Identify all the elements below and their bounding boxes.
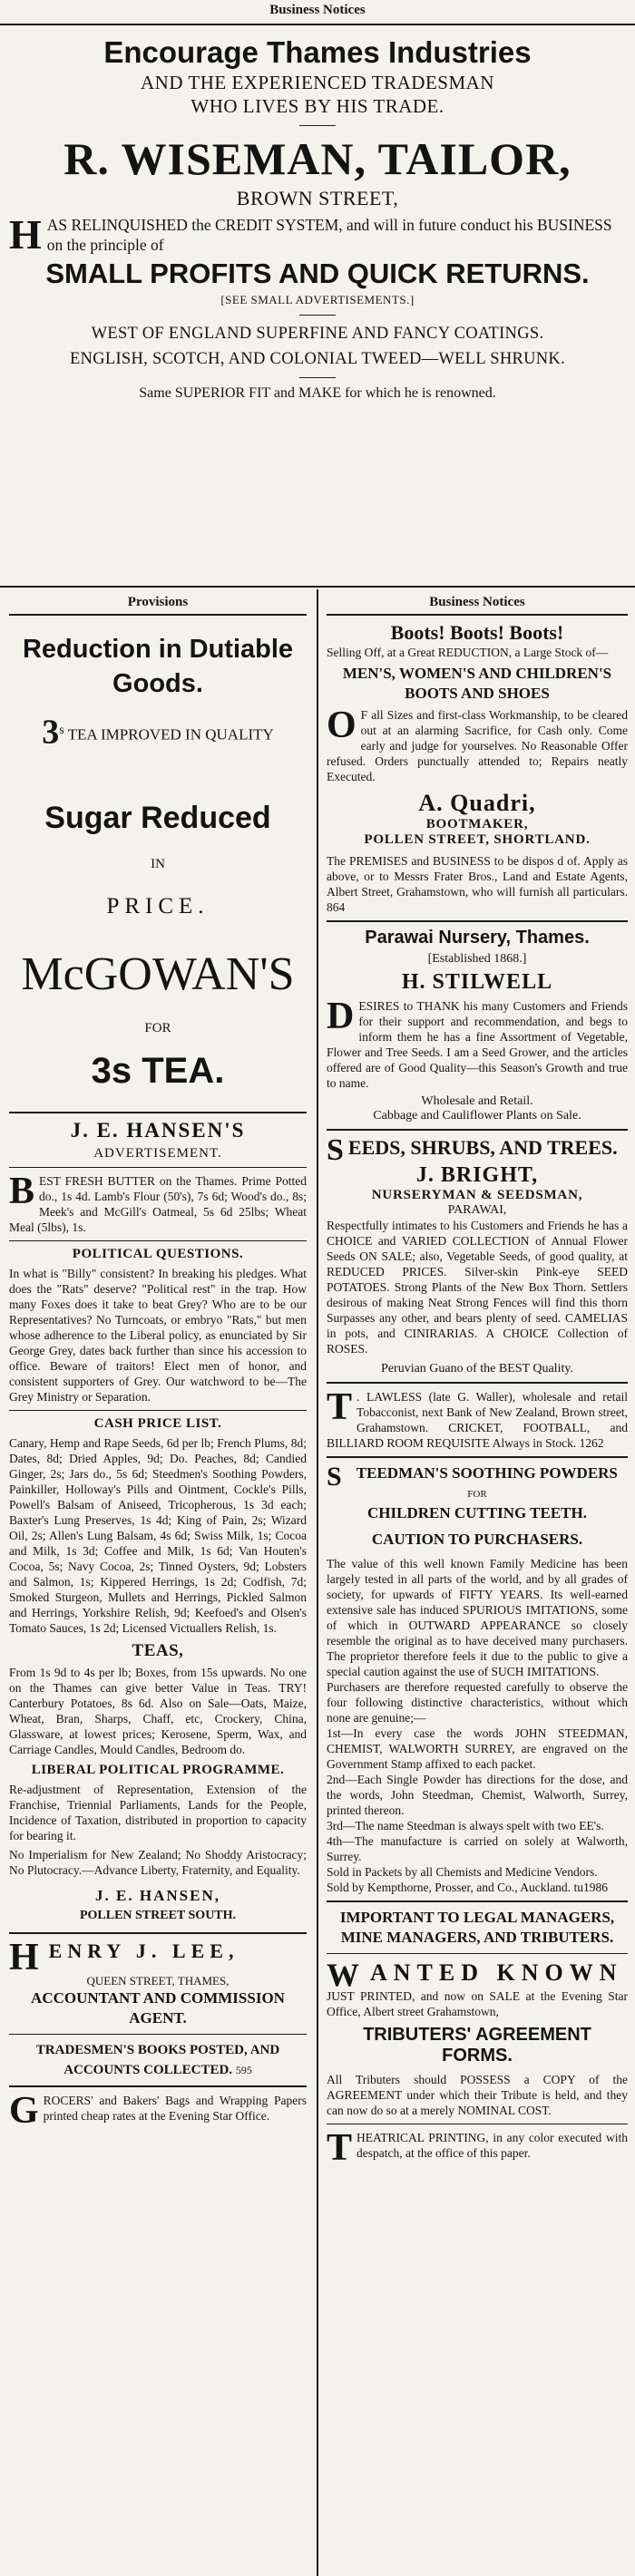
butter-text: EST FRESH BUTTER on the Thames. Prime Potted do., 1s 4d. Lamb's Flour (50's), 7s 6d; Wood's do., 8s; Meek's and McGill's Oatmeal, 5s 6d 25lbs; Wheat Meal (5lbs), 1s. [9, 1173, 307, 1234]
steedman-children: CHILDREN CUTTING TEETH. [367, 1504, 587, 1521]
rule [327, 1456, 628, 1458]
tea-quality-text: TEA IMPROVED IN QUALITY [64, 725, 274, 744]
butter-paragraph [9, 1170, 307, 1235]
rule [327, 1129, 628, 1131]
stilwell-text: ESIRES to THANK his many Customers and Friends for their support and recommendation, and begs to inform them he has a fine Assortment of Vegetable, Flower and Tree Seeds. I am a Seed Grower, and the articles offered are of Good Quality—this Season's Growth and true to name. [327, 999, 628, 1090]
quadri-address: POLLEN STREET, SHORTLAND. [364, 832, 591, 847]
tradesmen-text: TRADESMEN'S BOOKS POSTED, AND ACCOUNTS COLLECTED. [35, 2042, 280, 2077]
ornament-rule-3 [299, 377, 336, 378]
boots-category: MEN'S, WOMEN'S AND CHILDREN'S BOOTS AND SHOES [342, 665, 612, 702]
premises-body: The PREMISES and BUSINESS to be dispos d of. Apply as above, or to Messrs Frater Bros., Land and Estate Agents, Albert Street, Grahamstown, who will furnish all particulars. [327, 854, 628, 899]
shilling-sup: s [59, 723, 64, 737]
rule [327, 920, 628, 922]
caution-text: The value of this well known Family Medicine has been largely tested in all parts of the world, and by all grades of society, for upwards of FIFTY YEARS. Its well-earned extensive sale has induced SPURIOUS IMITATIONS, some of which in OUTWARD APPEARANCE so closely resemble the original as to have deceived many purchasers. The proprietor therefore feels it due to the public to give a special caution against the use of SUCH IMITATIONS. [327, 1557, 628, 1678]
caution-sold-2-text: Sold by Kempthorne, Prosser, and Co., Auckland. [327, 1881, 572, 1894]
lawless-text: . LAWLESS (late G. Waller), wholesale and retail Tobacconist, next Bank of New Zealand, Brown street, Grahamstown. CRICKET, FOOTBALL, and BILLIARD ROOM REQUISITE Always in Stock. [327, 1390, 628, 1450]
rule [9, 2085, 307, 2087]
drop-cap: H [9, 1936, 44, 1978]
ad-slogan: SMALL PROFITS AND QUICK RETURNS. [45, 258, 590, 289]
drop-cap: S [327, 1462, 342, 1492]
ad-subline: AND THE EXPERIENCED TRADESMAN [141, 72, 494, 93]
bright-role: NURSERYMAN & SEEDSMAN, [371, 1188, 583, 1202]
top-section-rule [0, 586, 635, 588]
tradesmen-number: 595 [235, 2063, 252, 2076]
premises-number: 864 [327, 900, 346, 914]
tributers-text: All Tributers should POSSESS a COPY of the AGREEMENT under which their Tribute is held, and they can now do so at a merely NOMINAL COST. [327, 2073, 628, 2117]
drop-cap: T [327, 2127, 353, 2169]
business-notices-column [319, 589, 635, 2576]
grocers-text: ROCERS' and Bakers' Bags and Wrapping Papers printed cheap rates at the Evening Star Office. [43, 2093, 307, 2123]
drop-cap: D [327, 996, 355, 1037]
coatings-line: WEST OF ENGLAND SUPERFINE AND FANCY COATINGS. [91, 325, 544, 343]
tea-quality-line [9, 713, 307, 752]
drop-cap: H [9, 211, 42, 258]
tailor-name: R. WISEMAN, TAILOR, [64, 133, 572, 184]
seeds-heading [327, 1133, 628, 1167]
caution-number: tu1986 [573, 1881, 608, 1894]
boots-headline: Boots! Boots! Boots! [390, 621, 564, 644]
quadri-role: BOOTMAKER, [425, 817, 529, 831]
important-heading: IMPORTANT TO LEGAL MANAGERS, MINE MANAGERS, AND TRIBUTERS. [339, 1909, 615, 1946]
boots-paragraph [327, 707, 628, 784]
rule [9, 1410, 307, 1411]
rule [327, 1900, 628, 1902]
ornament-rule [299, 125, 336, 126]
selling-off: Selling Off, at a Great REDUCTION, a Large Stock of— [327, 646, 609, 659]
quadri-name: A. Quadri, [418, 790, 536, 816]
tradesmen-books [9, 2040, 307, 2080]
lawless-number: 1262 [579, 1436, 604, 1450]
parawai-title: Parawai Nursery, Thames. [365, 928, 590, 948]
henry-lee-name [9, 1936, 307, 1978]
cash-text: Canary, Hemp and Rape Seeds, 6d per lb; French Plums, 8d; Dates, 8d; Dried Apples, 9d; Do. Peaches, 8d; Candied Ginger, 2s; Jars do., 5s 6d; Steedmen's Soothing Powders, Painkiller, Holloway's Pills and Ointment, Cockle's Pills, Powell's Balsam of Aniseed, Tricopherous, 1s 3d each; Baxter's Lung Preserves, 1s 4d; King of Pain, 2s; Wizard Oil, 2s; Allen's Lung Balsam, 4s 6d; Swiss Milk, 1s; Cocoa and Milk, 1s 3d; Coffee and Milk, 1s 6d; Van Houten's Cocoa, 5s; Navy Cocoa, 2s; Tinned Oysters, 9d; Lobsters and Salmon, 1s; Kippered Herrings, 1s 2d; Codfish, 7d; Smoked Sturgeon, Mullets and Herrings, Pickled Salmon and Herrings, Yorkshire Relish, 9d; Keefoed's and Olsen's Tomato Sauces, 1s 2d; Licensed Victuallers Relish, 1s. [9, 1435, 307, 1635]
rule [9, 1167, 307, 1168]
renown-line: Same SUPERIOR FIT and MAKE for which he is renowned. [139, 385, 496, 401]
stilwell-paragraph [327, 998, 628, 1091]
wholesale-line: Wholesale and Retail. [421, 1094, 533, 1108]
cash-title: CASH PRICE LIST. [93, 1415, 222, 1431]
drop-cap: W [327, 1957, 366, 1993]
rule [9, 1932, 307, 1934]
caution-text-2: Purchasers are therefore requested carefully to observe the four following distinctive characteristics, without which none are genuine;— [327, 1680, 628, 1725]
ad-headline: Encourage Thames Industries [103, 35, 532, 69]
for-word: FOR [144, 1020, 171, 1035]
wanted-text: ANTED KNOWN [370, 1959, 623, 1986]
column-divider [317, 589, 318, 2576]
wanted-heading [327, 1957, 628, 1993]
teas-text: From 1s 9d to 4s per lb; Boxes, from 15s upwards. No one on the Thames can give better Value in Teas. TRY! Canterbury Potatoes, 8s 6d. Also on Sale—Oats, Maize, Wheat, Bran, Sharps, Chaff, etc, Crockery, China, Glassware, at lowest prices; Kerosene, Sperm, Wax, and Carriage Candles, Mould Candles, Bedroom do. [9, 1665, 307, 1756]
rule [327, 1382, 628, 1384]
in-word: IN [151, 856, 165, 871]
caution-point-3: 3rd—The name Steedman is always spelt with two EE's. [327, 1819, 604, 1832]
ad-paragraph [4, 211, 631, 258]
hansen-signature: J. E. HANSEN, [95, 1886, 220, 1904]
rule [9, 2034, 307, 2035]
wiseman-advertisement [4, 25, 631, 588]
steedman-text: TEEDMAN'S SOOTHING POWDERS [356, 1464, 618, 1482]
cabbage-line: Cabbage and Cauliflower Plants on Sale. [373, 1109, 581, 1123]
business-notices-heading: Business Notices [327, 589, 628, 616]
steedman-for: FOR [467, 1489, 487, 1500]
sugar-headline: Sugar Reduced [44, 800, 271, 835]
premises-text [327, 853, 628, 915]
liberal-text-2: No Imperialism for New Zealand; No Shoddy Aristocracy; No Plutocracy.—Advance Liberty, Fraternity, and Equality. [9, 1847, 307, 1877]
liberal-title: LIBERAL POLITICAL PROGRAMME. [31, 1762, 285, 1777]
see-note: [SEE SMALL ADVERTISEMENTS.] [220, 293, 415, 306]
tea-price: 3s TEA. [91, 1050, 225, 1091]
mcgowans-name: McGOWAN'S [21, 948, 295, 1000]
three-numeral: 3 [42, 713, 60, 752]
tributers-forms: TRIBUTERS' AGREEMENT FORMS. [363, 2025, 591, 2066]
wanted-paragraph: JUST PRINTED, and now on SALE at the Evening Star Office, Albert street Grahamstown, [327, 1989, 628, 2018]
drop-cap: T [327, 1386, 353, 1428]
liberal-text: Re-adjustment of Representation, Extension of the Franchise, Triennial Parliaments, Lands for the People, Incidence of Taxation, distributed in proportion to capacity for bearing it. [9, 1782, 307, 1842]
provisions-column [0, 589, 316, 2576]
theatrical-text: HEATRICAL PRINTING, in any color executed with despatch, at the office of this paper. [357, 2131, 628, 2160]
henry-role: ACCOUNTANT AND COMMISSION AGENT. [31, 1988, 285, 2027]
drop-cap: O [327, 705, 357, 746]
caution-point-1: 1st—In every case the words JOHN STEEDMAN, CHEMIST, WALWORTH SURREY, are engraved on the Government Stamp affixed to each packet. [327, 1726, 628, 1771]
grocers-paragraph [9, 2089, 307, 2132]
seeds-text: EEDS, SHRUBS, AND TREES. [347, 1136, 618, 1159]
teas-title: TEAS, [132, 1640, 184, 1660]
hansen-address: POLLEN STREET SOUTH. [79, 1908, 237, 1922]
stilwell-name: H. STILWELL [401, 970, 553, 994]
caution-title: CAUTION TO PURCHASERS. [371, 1531, 583, 1548]
ad-subline-2: WHO LIVES BY HIS TRADE. [190, 95, 444, 117]
hansen-advertisement: ADVERTISEMENT. [93, 1145, 222, 1161]
theatrical-paragraph [327, 2127, 628, 2169]
provisions-heading: Provisions [9, 589, 307, 616]
tailor-street: BROWN STREET, [236, 187, 399, 209]
hansen-title: J. E. HANSEN'S [70, 1118, 246, 1142]
caution-point-2: 2nd—Each Single Powder has directions for the dose, and the words, John Steedman, Chemist, Walworth, Surrey, printed thereon. [327, 1773, 628, 1817]
bright-name: J. BRIGHT, [415, 1163, 539, 1187]
lawless-paragraph [327, 1386, 628, 1451]
henry-lee-text: ENRY J. LEE, [48, 1939, 239, 1962]
peruvian-line: Peruvian Guano of the BEST Quality. [381, 1362, 573, 1375]
political-title: POLITICAL QUESTIONS. [72, 1246, 244, 1261]
reduction-headline: Reduction in Dutiable Goods. [22, 635, 294, 698]
rule [9, 1112, 307, 1113]
established-line: [Established 1868.] [427, 952, 527, 966]
steedman-heading [327, 1462, 628, 1492]
caution-sold-2 [327, 1880, 628, 1895]
ornament-rule-2 [299, 315, 336, 316]
bright-place: PARAWAI, [447, 1203, 507, 1217]
drop-cap: B [9, 1170, 35, 1212]
boots-text: F all Sizes and first-class Workmanship, to be cleared out at an alarming Sacrifice, for Cash only. Come early and judge for yourselves. No Reasonable Offer refused. Orders punctually attended to; Repairs neatly Executed. [327, 708, 628, 783]
drop-cap: G [9, 2089, 39, 2132]
caution-point-4: 4th—The manufacture is carried on solely at Walworth, Surrey. [327, 1834, 628, 1863]
tweed-line: ENGLISH, SCOTCH, AND COLONIAL TWEED—WELL SHRUNK. [69, 350, 566, 368]
henry-address: QUEEN STREET, THAMES, [86, 1973, 230, 1988]
political-text: In what is "Billy" consistent? In breaking his pledges. What does the "Rats" deserve? "Political rest" in the trap. How many Foxes does it take to beat Grey? Who are to be our Representatives? No Turncoats, or embryo "Rats," but men whose adherence to the Liberal policy, as enunciated by Sir George Grey, dates back further than since his accession to office. Beware of traitors! Elect men of honor, and consistent supporters of Grey. Our watchword to be—The Grey Ministry or Separation. [9, 1266, 307, 1404]
rule [327, 1953, 628, 1954]
ad-paragraph-text: AS RELINQUISHED the CREDIT SYSTEM, and will in future conduct his BUSINESS on the principle of [46, 216, 612, 254]
caution-sold: Sold in Packets by all Chemists and Medicine Vendors. [327, 1865, 598, 1879]
page-header: Business Notices [269, 3, 366, 17]
price-word: PRICE. [106, 893, 210, 919]
drop-cap: S [327, 1133, 344, 1167]
bright-text: Respectfully intimates to his Customers and Friends he has a CHOICE and VARIED COLLECTION of Annual Flower Seeds ON SALE; also, Vegetable Seeds, of good quality, at REDUCED PRICES. Silver-skin Pink-eye SEED POTATOES. Strong Plants of the New Box Thorn. Settlers desirous of making Neat Strong Fences will find this thorn Surpasses any other, and bears plenty of seed. CAMELIAS in pots, and CINIRARIAS. A CHOICE Collection of ROSES. [327, 1219, 628, 1356]
rule [9, 1240, 307, 1241]
